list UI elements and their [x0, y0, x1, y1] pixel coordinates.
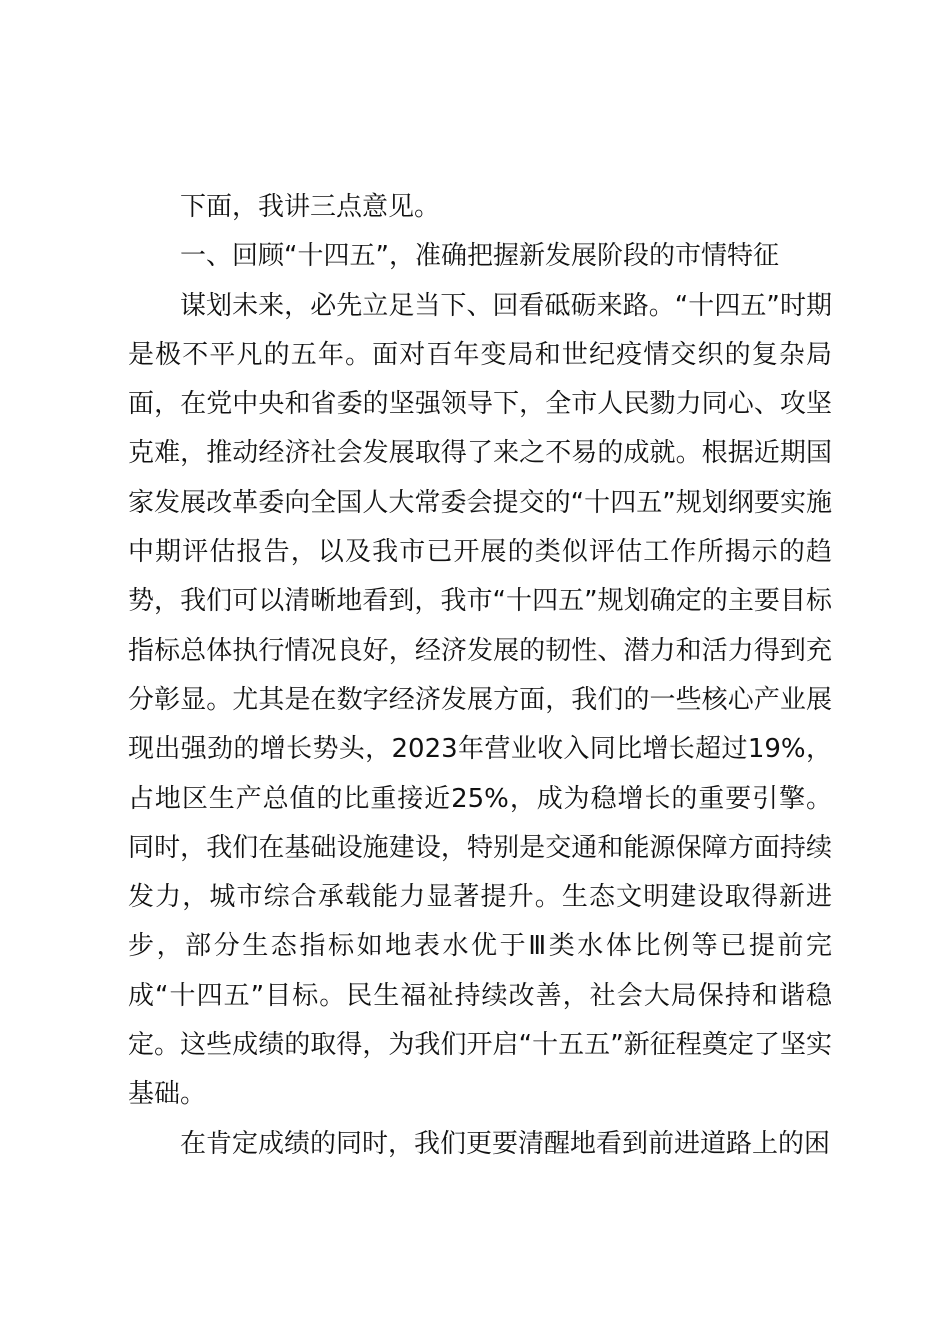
- body-paragraph-challenges: 在肯定成绩的同时，我们更要清醒地看到前进道路上的困: [180, 1128, 831, 1159]
- body-paragraph-review: 谋划未来，必先立足当下、回看砥砺来路。“十四五”时期是极不平凡的五年。面对百年变局和世纪疫情交织的复杂局面，在党中央和省委的坚强领导下，全市人民勠力同心、攻坚克难，推动经济社会发展取得了来之不易的成就。根据近期国家发展改革委向全国人大常委会提交的“十四五”规划纲要实施中期评估报告，以及我市已开展的类似评估工作所揭示的趋势，我们可以清晰地看到，我市“十四五”规划确定的主要目标指标总体执行情况良好，经济发展的韧性、潜力和活力得到充分彰显。尤其是在数字经济发展方面，我们的一些核心产业展现出强劲的增长势头，2023年营业收入同比增长超过19%，占地区生产总值的比重接近25%，成为稳增长的重要引擎。同时，我们在基础设施建设，特别是交通和能源保障方面持续发力，城市综合承载能力显著提升。生态文明建设取得新进步，部分生态指标如地表水优于Ⅲ类水体比例等已提前完成“十四五”目标。民生福祉持续改善，社会大局保持和谐稳定。这些成绩的取得，为我们开启“十五五”新征程奠定了坚实基础。: [128, 290, 832, 1110]
- document-body: [128, 183, 832, 1169]
- section-heading: 一、回顾“十四五”，准确把握新发展阶段的市情特征: [180, 241, 779, 272]
- intro-paragraph: 下面，我讲三点意见。: [180, 192, 441, 222]
